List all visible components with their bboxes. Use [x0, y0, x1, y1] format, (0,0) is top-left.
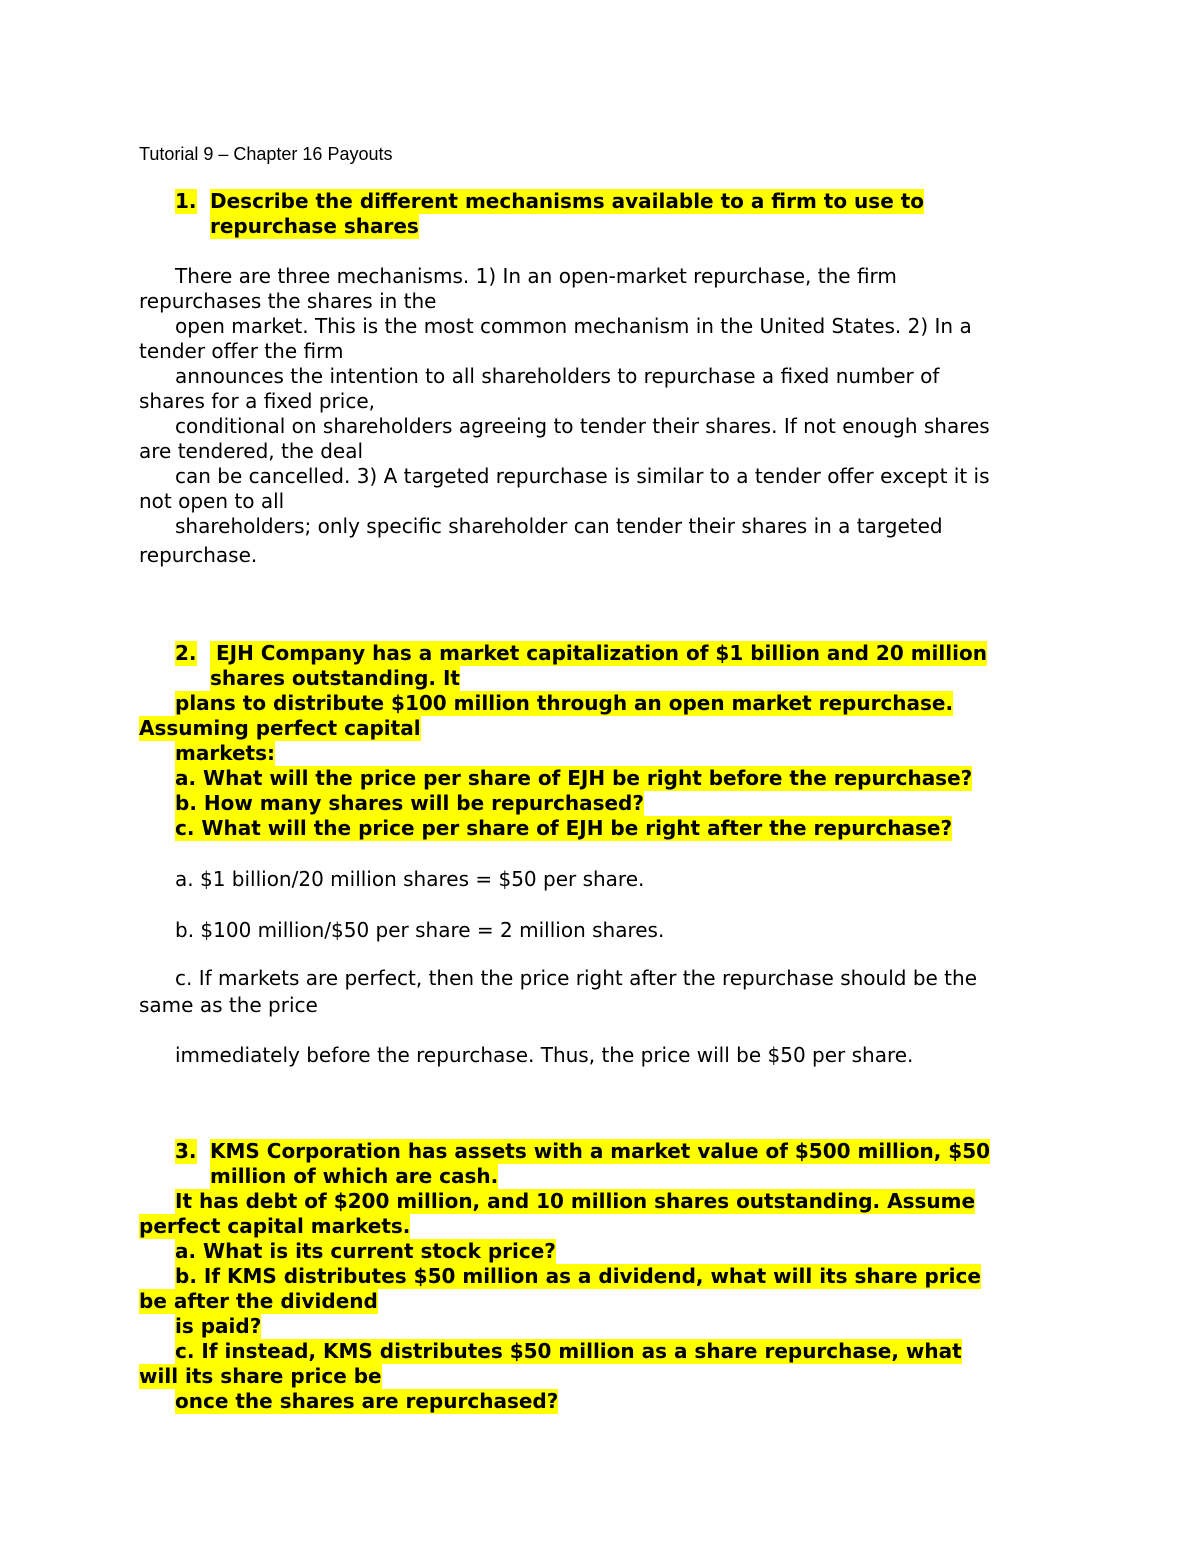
- q3-question-line: perfect capital markets.: [139, 1214, 411, 1238]
- q2-number: 2.: [175, 641, 197, 665]
- q2-answer-line: immediately before the repurchase. Thus, the price will be $50 per share.: [175, 1043, 914, 1067]
- q1-question-line: repurchase shares: [210, 214, 419, 238]
- q3-number: 3.: [175, 1139, 197, 1163]
- q2-answer-line: same as the price: [139, 993, 318, 1017]
- q3-question-line: a. What is its current stock price?: [175, 1239, 556, 1263]
- q2-question-line: b. How many shares will be repurchased?: [175, 791, 644, 815]
- q1-answer-line: shareholders; only specific shareholder can tender their shares in a targeted: [175, 514, 943, 538]
- q2-answer-line: b. $100 million/$50 per share = 2 million shares.: [175, 918, 665, 942]
- q1-number: 1.: [175, 189, 197, 213]
- q2-question-line: markets:: [175, 741, 275, 765]
- q3-question-line: million of which are cash.: [210, 1164, 499, 1188]
- page-title: Tutorial 9 – Chapter 16 Payouts: [139, 144, 393, 164]
- q2-question-line: plans to distribute $100 million through an open market repurchase.: [175, 691, 954, 715]
- q1-answer-line: announces the intention to all shareholders to repurchase a fixed number of: [175, 364, 940, 388]
- q2-question-line: EJH Company has a market capitalization of $1 billion and 20 million: [210, 641, 987, 666]
- q3-question-line: It has debt of $200 million, and 10 million shares outstanding. Assume: [175, 1189, 976, 1213]
- q2-answer-line: c. If markets are perfect, then the price right after the repurchase should be the: [175, 966, 978, 990]
- q3-question-line: will its share price be: [139, 1364, 382, 1388]
- q1-answer-line: There are three mechanisms. 1) In an open-market repurchase, the firm: [175, 264, 897, 288]
- q2-question-line: c. What will the price per share of EJH be right after the repurchase?: [175, 816, 953, 840]
- q3-question-line: once the shares are repurchased?: [175, 1389, 559, 1413]
- q1-answer-line: repurchase.: [139, 543, 258, 567]
- q3-question-line: is paid?: [175, 1314, 262, 1338]
- q2-question-line: a. What will the price per share of EJH be right before the repurchase?: [175, 766, 973, 790]
- q1-answer-line: open market. This is the most common mechanism in the United States. 2) In a: [175, 314, 972, 338]
- q1-answer-line: not open to all: [139, 489, 285, 513]
- q3-question-line: be after the dividend: [139, 1289, 378, 1313]
- q1-answer-line: repurchases the shares in the: [139, 289, 437, 313]
- q3-question-line: c. If instead, KMS distributes $50 million as a share repurchase, what: [175, 1339, 962, 1363]
- q1-answer-line: conditional on shareholders agreeing to tender their shares. If not enough shares: [175, 414, 990, 438]
- q3-question-line: KMS Corporation has assets with a market value of $500 million, $50: [210, 1139, 991, 1163]
- q1-answer-line: can be cancelled. 3) A targeted repurchase is similar to a tender offer except it is: [175, 464, 990, 488]
- q1-answer-line: shares for a fixed price,: [139, 389, 375, 413]
- q1-question-line: Describe the different mechanisms available to a firm to use to: [210, 189, 925, 213]
- q2-question-line: Assuming perfect capital: [139, 716, 421, 740]
- q2-answer-line: a. $1 billion/20 million shares = $50 per share.: [175, 867, 645, 891]
- q2-question-line: shares outstanding. It: [210, 666, 460, 690]
- q1-answer-line: are tendered, the deal: [139, 439, 364, 463]
- q3-question-line: b. If KMS distributes $50 million as a dividend, what will its share price: [175, 1264, 981, 1288]
- q1-answer-line: tender offer the firm: [139, 339, 344, 363]
